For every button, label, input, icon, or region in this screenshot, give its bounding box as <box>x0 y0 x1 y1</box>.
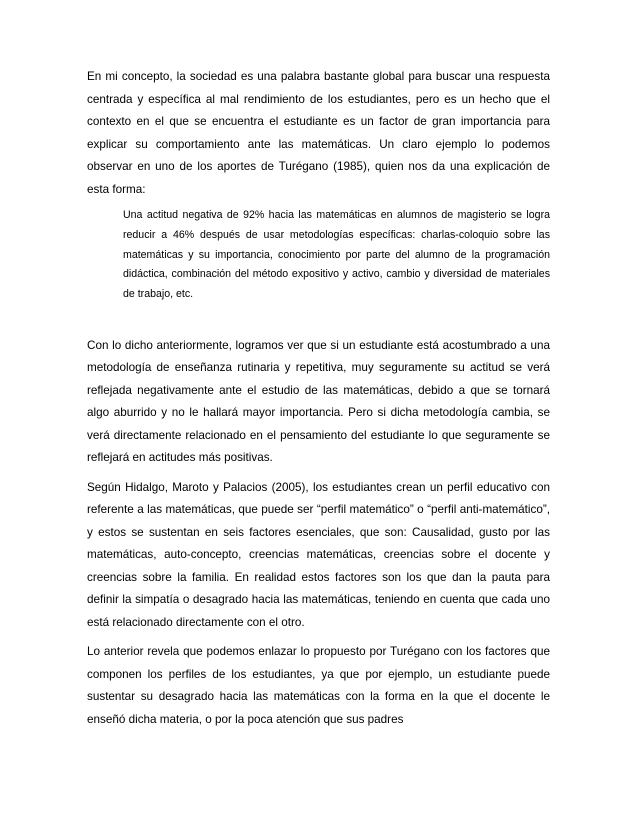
paragraph-2: Con lo dicho anteriormente, logramos ver que si un estudiante está acostumbrado a una metodología de enseñanza rutinaria y repetitiva, muy seguramente su actitud se verá reflejada negativamente ante el estudio de las matemáticas, debido a que se tornará algo aburrido y no le hallará mayor importancia. Pero si dicha metodología cambia, se verá directamente relacionado en el pensamiento del estudiante lo que seguramente se reflejará en actitudes más positivas. <box>87 338 550 465</box>
paragraph-1: En mi concepto, la sociedad es una palabra bastante global para buscar una respuesta centrada y específica al mal rendimiento de los estudiantes, pero es un hecho que el contexto en el que se encuentra el estudiante es un factor de gran importancia para explicar su comportamiento ante las matemáticas. Un claro ejemplo lo podemos observar en uno de los aportes de Turégano (1985), quien nos da una explicación de esta forma: <box>87 70 550 196</box>
paragraph-3: Según Hidalgo, Maroto y Palacios (2005), los estudiantes crean un perfil educativo con referente a las matemáticas, que puede ser “perfil matemático” o “perfil anti-matemático”, y estos se sustentan en seis factores esenciales, que son: Causalidad, gusto por las matemáticas, auto-concepto, creencias matemáticas, creencias sobre el docente y creencias sobre la familia. En realidad estos factores son los que dan la pauta para definir la simpatía o desagrado hacia las matemáticas, teniendo en cuenta que cada uno está relacionado directamente con el otro. <box>87 480 550 629</box>
block-quote: Una actitud negativa de 92% hacia las matemáticas en alumnos de magisterio se logra reducir a 46% después de usar metodologías específicas: charlas-coloquio sobre las matemáticas y su importancia, conocimiento por parte del alumno de la programación didáctica, combinación del método expositivo y activo, cambio y diversidad de materiales de trabajo, etc. <box>123 209 550 301</box>
paragraph-4: Lo anterior revela que podemos enlazar lo propuesto por Turégano con los factores que componen los perfiles de los estudiantes, ya que por ejemplo, un estudiante puede sustentar su desagrado hacia las matemáticas con la forma en la que el docente le enseñó dicha materia, o por la poca atención que sus padres <box>87 645 550 726</box>
document-page <box>87 66 550 731</box>
